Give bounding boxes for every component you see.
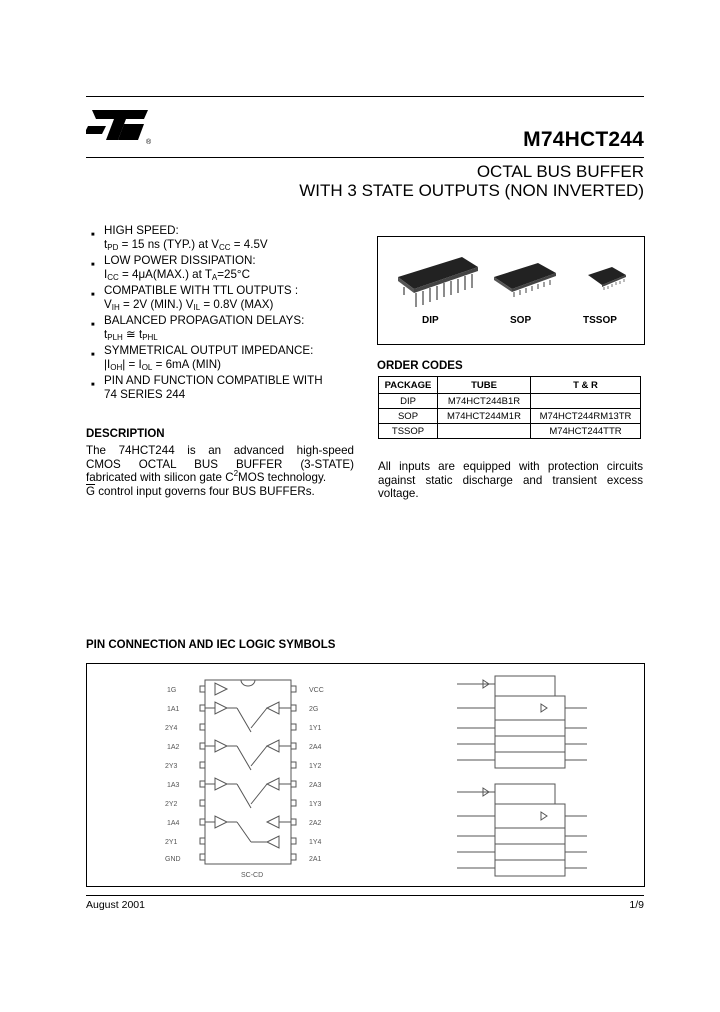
pin-connection-heading: PIN CONNECTION AND IEC LOGIC SYMBOLS xyxy=(86,639,336,651)
table-header-row xyxy=(379,377,641,394)
tssop-label: TSSOP xyxy=(583,315,617,326)
description-line-4: $\overline{G}$ control input governs four BUS BUFFERs. xyxy=(86,484,315,498)
cell xyxy=(438,424,531,439)
table-row xyxy=(379,394,641,409)
feature-high-speed: ■ HIGH SPEED: $t_{PD} = 15$ ns (TYP.) at $V_{CC} = 4.5V$ xyxy=(91,224,268,252)
protection-line-1: All inputs are equipped with protection circuits xyxy=(378,460,643,473)
cell xyxy=(531,394,641,409)
footer-page-number: 1/9 xyxy=(629,899,644,911)
svg-text:®: ® xyxy=(146,139,152,146)
protection-line-3: voltage. xyxy=(378,487,419,500)
title-line-2: WITH 3 STATE OUTPUTS (NON INVERTED) xyxy=(299,181,644,200)
title-line-1: OCTAL BUS BUFFER xyxy=(476,162,644,181)
svg-text:1Y1: 1Y1 xyxy=(309,725,322,732)
pin-connection-diagram xyxy=(157,672,347,882)
svg-text:1A3: 1A3 xyxy=(167,782,180,789)
svg-text:1Y3: 1Y3 xyxy=(309,801,322,808)
svg-text:VCC: VCC xyxy=(309,687,324,694)
description-text xyxy=(86,444,354,498)
description-line-1: The 74HCT244 is an advanced high-speed xyxy=(86,444,354,457)
order-codes-table xyxy=(378,376,641,439)
svg-text:2A2: 2A2 xyxy=(309,820,322,827)
svg-text:GND: GND xyxy=(165,856,181,863)
svg-text:2A4: 2A4 xyxy=(309,744,322,751)
footer-date: August 2001 xyxy=(86,899,145,911)
col-tube: TUBE xyxy=(438,377,531,394)
cell: SOP xyxy=(379,409,438,424)
feature-ttl: ■ COMPATIBLE WITH TTL OUTPUTS : $V_{IH} = 2V$ (MIN.) $V_{IL} = 0.8V$ (MAX) xyxy=(91,284,299,312)
svg-text:1Y2: 1Y2 xyxy=(309,763,322,770)
package-images-box xyxy=(377,236,645,345)
pin-diagram-box xyxy=(86,663,645,887)
svg-text:1A4: 1A4 xyxy=(167,820,180,827)
svg-text:SC-CD: SC-CD xyxy=(241,872,264,879)
svg-text:1A1: 1A1 xyxy=(167,706,180,713)
svg-text:1A2: 1A2 xyxy=(167,744,180,751)
cell: M74HCT244TTR xyxy=(531,424,641,439)
description-line-2: CMOS OCTAL BUS BUFFER (3-STATE) xyxy=(86,457,354,471)
iec-logic-symbol-2 xyxy=(437,782,607,882)
dip-label: DIP xyxy=(422,315,439,326)
col-package: PACKAGE xyxy=(379,377,438,394)
svg-text:2A3: 2A3 xyxy=(309,782,322,789)
table-row xyxy=(379,409,641,424)
svg-text:1Y4: 1Y4 xyxy=(309,839,322,846)
feature-low-power: ■ LOW POWER DISSIPATION: $I_{CC} = 4\mu A(MAX.)$ at $T_A=25^\circ C$ xyxy=(91,254,256,282)
cell: TSSOP xyxy=(379,424,438,439)
protection-line-2: against static discharge and transient excess xyxy=(378,473,643,487)
features-list xyxy=(91,224,364,402)
description-line-3: fabricated with silicon gate $C^2MOS$ technology. xyxy=(86,469,327,484)
svg-text:2Y3: 2Y3 xyxy=(165,763,178,770)
svg-text:1G: 1G xyxy=(167,687,177,694)
order-codes-heading: ORDER CODES xyxy=(377,360,463,372)
footer-rule xyxy=(86,895,644,896)
tssop-package-image xyxy=(584,263,630,293)
svg-text:2Y4: 2Y4 xyxy=(165,725,178,732)
cell: M74HCT244RM13TR xyxy=(531,409,641,424)
dip-package-image xyxy=(392,251,482,311)
feature-compatible: ■ PIN AND FUNCTION COMPATIBLE WITH 74 SERIES 244 xyxy=(91,374,323,401)
top-rule xyxy=(86,96,644,97)
cell: M74HCT244M1R xyxy=(438,409,531,424)
feature-impedance: ■ SYMMETRICAL OUTPUT IMPEDANCE: $|I_{OH}| = I_{OL} = 6mA$ (MIN) xyxy=(91,344,314,372)
table-row xyxy=(379,424,641,439)
col-tr: T & R xyxy=(531,377,641,394)
iec-logic-symbol-1 xyxy=(437,674,607,774)
protection-text xyxy=(378,460,643,501)
description-heading: DESCRIPTION xyxy=(86,428,165,440)
svg-text:2Y2: 2Y2 xyxy=(165,801,178,808)
svg-text:2Y1: 2Y1 xyxy=(165,839,178,846)
feature-delays: ■ BALANCED PROPAGATION DELAYS: $t_{PLH}$ ≅ $t_{PHL}$ xyxy=(91,314,305,342)
svg-text:2G: 2G xyxy=(309,706,319,713)
svg-text:2A1: 2A1 xyxy=(309,856,322,863)
cell: DIP xyxy=(379,394,438,409)
part-number: M74HCT244 xyxy=(523,128,644,151)
st-logo xyxy=(86,104,156,148)
cell: M74HCT244B1R xyxy=(438,394,531,409)
sop-package-image xyxy=(490,259,560,299)
sop-label: SOP xyxy=(510,315,532,326)
title-rule xyxy=(86,157,644,158)
